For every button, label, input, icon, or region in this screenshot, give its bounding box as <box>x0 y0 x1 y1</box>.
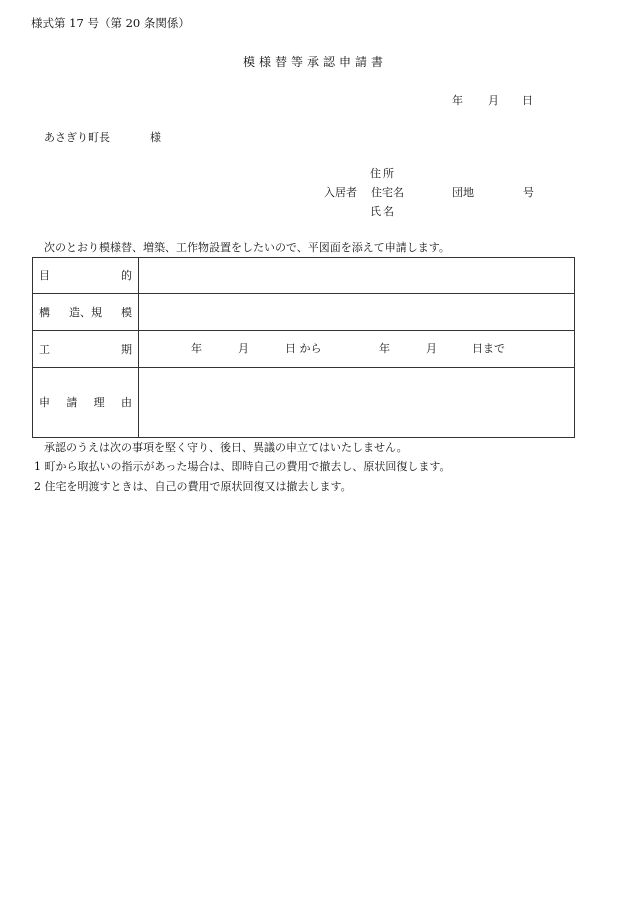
structure-label-part: 構 <box>39 305 50 319</box>
period-end-month: 月 <box>426 342 437 355</box>
condition-item: 2 住宅を明渡すときは、自己の費用で原状回復又は撤去します。 <box>34 480 352 493</box>
purpose-label-part: 的 <box>121 269 132 282</box>
addressee-suffix: 様 <box>150 131 161 144</box>
reason-label <box>33 368 139 438</box>
date-year-label: 年 <box>452 94 463 107</box>
housing-name-label: 住宅名 <box>371 186 404 199</box>
resident-label: 入居者 <box>324 186 357 199</box>
form-number: 様式第 17 号（第 20 条関係） <box>31 16 190 30</box>
address-label: 住所 <box>370 167 396 180</box>
structure-label-part: 造、規 <box>69 305 102 319</box>
period-label-part: 工 <box>39 342 50 356</box>
document-title: 模様替等承認申請書 <box>242 55 387 69</box>
period-start-day: 日 から <box>285 342 322 355</box>
period-start-year: 年 <box>191 342 202 355</box>
pledge-text: 承認のうえは次の事項を堅く守り、後日、異議の申立てはいたしません。 <box>44 441 408 454</box>
reason-label-part: 請 <box>66 396 78 409</box>
reason-label-part: 理 <box>93 396 105 409</box>
table-row-reason <box>33 368 575 438</box>
applicant-name-label: 氏名 <box>370 205 396 218</box>
period-values <box>139 331 574 367</box>
date-month-label: 月 <box>488 94 499 107</box>
purpose-label-part: 目 <box>39 269 50 282</box>
addressee-name: あさぎり町長 <box>44 131 110 144</box>
reason-field[interactable] <box>139 368 575 438</box>
danchi-label: 団地 <box>452 186 474 199</box>
structure-label <box>33 294 139 331</box>
period-end-year: 年 <box>379 342 390 355</box>
period-field[interactable] <box>139 331 575 368</box>
table-row-period <box>33 331 575 368</box>
application-table <box>32 257 575 438</box>
structure-field[interactable] <box>139 294 575 331</box>
period-end-day: 日まで <box>472 342 505 355</box>
table-row-purpose <box>33 258 575 294</box>
reason-label-part: 申 <box>39 396 50 409</box>
table-row-structure <box>33 294 575 331</box>
intro-text: 次のとおり模様替、増築、工作物設置をしたいので、平図面を添えて申請します。 <box>44 241 450 254</box>
purpose-label <box>33 258 139 294</box>
reason-label-part: 由 <box>120 396 132 409</box>
unit-number-label: 号 <box>523 186 534 199</box>
period-label-part: 期 <box>121 342 132 356</box>
period-label <box>33 331 139 368</box>
period-start-month: 月 <box>238 342 249 355</box>
condition-item: 1 町から取払いの指示があった場合は、即時自己の費用で撤去し、原状回復します。 <box>34 460 451 473</box>
purpose-field[interactable] <box>139 258 575 294</box>
date-day-label: 日 <box>522 94 533 107</box>
structure-label-part: 模 <box>121 305 132 319</box>
